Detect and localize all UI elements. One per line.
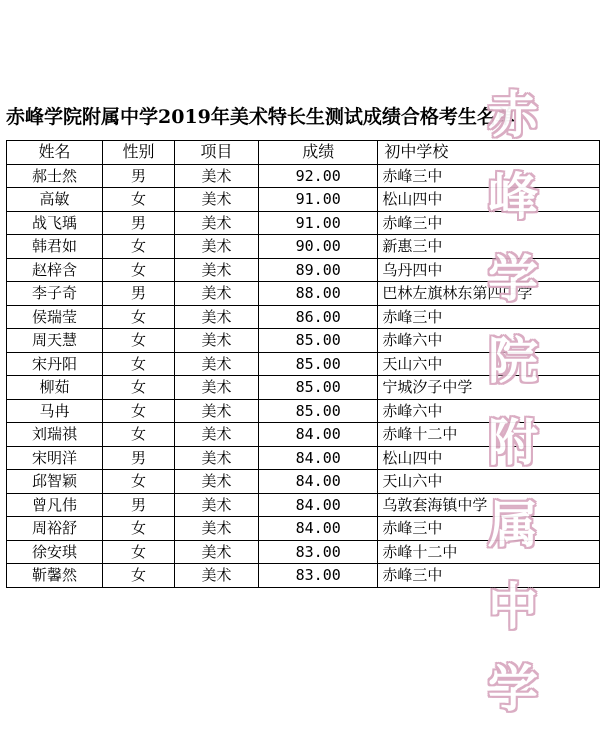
watermark-char: 属 (488, 496, 538, 554)
cell-school: 天山六中 (378, 352, 600, 376)
cell-item: 美术 (175, 564, 259, 588)
table-row (7, 329, 600, 353)
cell-sex: 女 (102, 470, 174, 494)
cell-score: 85.00 (258, 399, 377, 423)
cell-score: 84.00 (258, 423, 377, 447)
column-header-name: 姓名 (7, 141, 103, 165)
cell-name: 曾凡伟 (7, 493, 103, 517)
cell-item: 美术 (175, 164, 259, 188)
results-table (6, 140, 600, 588)
cell-school: 松山四中 (378, 188, 600, 212)
cell-item: 美术 (175, 211, 259, 235)
cell-score: 89.00 (258, 258, 377, 282)
cell-name: 高敏 (7, 188, 103, 212)
table-row (7, 352, 600, 376)
cell-sex: 女 (102, 188, 174, 212)
cell-school: 赤峰六中 (378, 329, 600, 353)
cell-item: 美术 (175, 399, 259, 423)
cell-score: 84.00 (258, 446, 377, 470)
cell-school: 赤峰三中 (378, 517, 600, 541)
table-row (7, 258, 600, 282)
cell-sex: 女 (102, 540, 174, 564)
cell-name: 宋丹阳 (7, 352, 103, 376)
cell-school: 赤峰三中 (378, 305, 600, 329)
table-row (7, 470, 600, 494)
cell-score: 85.00 (258, 376, 377, 400)
cell-school: 赤峰三中 (378, 564, 600, 588)
cell-item: 美术 (175, 235, 259, 259)
table-row (7, 164, 600, 188)
cell-sex: 女 (102, 399, 174, 423)
cell-school: 赤峰十二中 (378, 423, 600, 447)
cell-school: 赤峰六中 (378, 399, 600, 423)
cell-score: 85.00 (258, 329, 377, 353)
cell-score: 85.00 (258, 352, 377, 376)
header-row (7, 141, 600, 165)
cell-name: 侯瑞莹 (7, 305, 103, 329)
cell-sex: 女 (102, 235, 174, 259)
cell-school: 赤峰三中 (378, 164, 600, 188)
cell-sex: 女 (102, 258, 174, 282)
table-row (7, 376, 600, 400)
table-row (7, 305, 600, 329)
cell-item: 美术 (175, 258, 259, 282)
cell-item: 美术 (175, 446, 259, 470)
cell-school: 新惠三中 (378, 235, 600, 259)
cell-name: 柳茹 (7, 376, 103, 400)
cell-item: 美术 (175, 329, 259, 353)
table-row (7, 235, 600, 259)
cell-name: 周天慧 (7, 329, 103, 353)
cell-score: 84.00 (258, 517, 377, 541)
cell-item: 美术 (175, 470, 259, 494)
watermark-char: 峰 (488, 168, 538, 226)
cell-school: 天山六中 (378, 470, 600, 494)
table-row (7, 423, 600, 447)
cell-name: 马冉 (7, 399, 103, 423)
cell-name: 徐安琪 (7, 540, 103, 564)
document-title: 赤峰学院附属中学2019年美术特长生测试成绩合格考生名单 (6, 106, 515, 128)
cell-school: 赤峰三中 (378, 211, 600, 235)
cell-sex: 男 (102, 446, 174, 470)
cell-item: 美术 (175, 282, 259, 306)
cell-sex: 男 (102, 282, 174, 306)
cell-name: 周裕舒 (7, 517, 103, 541)
cell-name: 宋明洋 (7, 446, 103, 470)
cell-item: 美术 (175, 376, 259, 400)
cell-score: 91.00 (258, 188, 377, 212)
cell-score: 84.00 (258, 493, 377, 517)
cell-school: 宁城汐子中学 (378, 376, 600, 400)
column-header-school: 初中学校 (378, 141, 600, 165)
cell-sex: 女 (102, 305, 174, 329)
cell-item: 美术 (175, 540, 259, 564)
cell-sex: 女 (102, 329, 174, 353)
cell-school: 巴林左旗林东第四中学 (378, 282, 600, 306)
table-row (7, 211, 600, 235)
table-row (7, 282, 600, 306)
cell-item: 美术 (175, 352, 259, 376)
watermark-char: 附 (488, 414, 538, 472)
cell-school: 乌丹四中 (378, 258, 600, 282)
table-row (7, 540, 600, 564)
cell-name: 靳馨然 (7, 564, 103, 588)
cell-score: 83.00 (258, 564, 377, 588)
cell-school: 乌敦套海镇中学 (378, 493, 600, 517)
cell-name: 李子奇 (7, 282, 103, 306)
cell-sex: 男 (102, 493, 174, 517)
cell-name: 韩君如 (7, 235, 103, 259)
column-header-sex: 性别 (102, 141, 174, 165)
cell-sex: 女 (102, 376, 174, 400)
table-row (7, 564, 600, 588)
cell-sex: 女 (102, 352, 174, 376)
cell-sex: 女 (102, 564, 174, 588)
watermark-char: 中 (488, 578, 538, 636)
cell-name: 战飞瑀 (7, 211, 103, 235)
cell-sex: 男 (102, 211, 174, 235)
table-row (7, 188, 600, 212)
cell-sex: 男 (102, 164, 174, 188)
cell-name: 郝士然 (7, 164, 103, 188)
cell-sex: 女 (102, 423, 174, 447)
cell-score: 88.00 (258, 282, 377, 306)
cell-name: 邱智颖 (7, 470, 103, 494)
cell-name: 刘瑞祺 (7, 423, 103, 447)
watermark-char: 学 (488, 660, 538, 718)
cell-score: 90.00 (258, 235, 377, 259)
column-header-score: 成绩 (258, 141, 377, 165)
cell-item: 美术 (175, 423, 259, 447)
cell-school: 松山四中 (378, 446, 600, 470)
table-row (7, 446, 600, 470)
table-row (7, 517, 600, 541)
cell-name: 赵梓含 (7, 258, 103, 282)
watermark-char: 院 (488, 332, 538, 390)
cell-score: 83.00 (258, 540, 377, 564)
cell-item: 美术 (175, 493, 259, 517)
cell-item: 美术 (175, 517, 259, 541)
cell-score: 91.00 (258, 211, 377, 235)
cell-item: 美术 (175, 188, 259, 212)
cell-sex: 女 (102, 517, 174, 541)
cell-score: 84.00 (258, 470, 377, 494)
cell-score: 92.00 (258, 164, 377, 188)
watermark-char: 赤 (488, 86, 538, 144)
column-header-item: 项目 (175, 141, 259, 165)
table-row (7, 493, 600, 517)
cell-score: 86.00 (258, 305, 377, 329)
cell-item: 美术 (175, 305, 259, 329)
table-row (7, 399, 600, 423)
cell-school: 赤峰十二中 (378, 540, 600, 564)
watermark-char: 学 (488, 250, 538, 308)
